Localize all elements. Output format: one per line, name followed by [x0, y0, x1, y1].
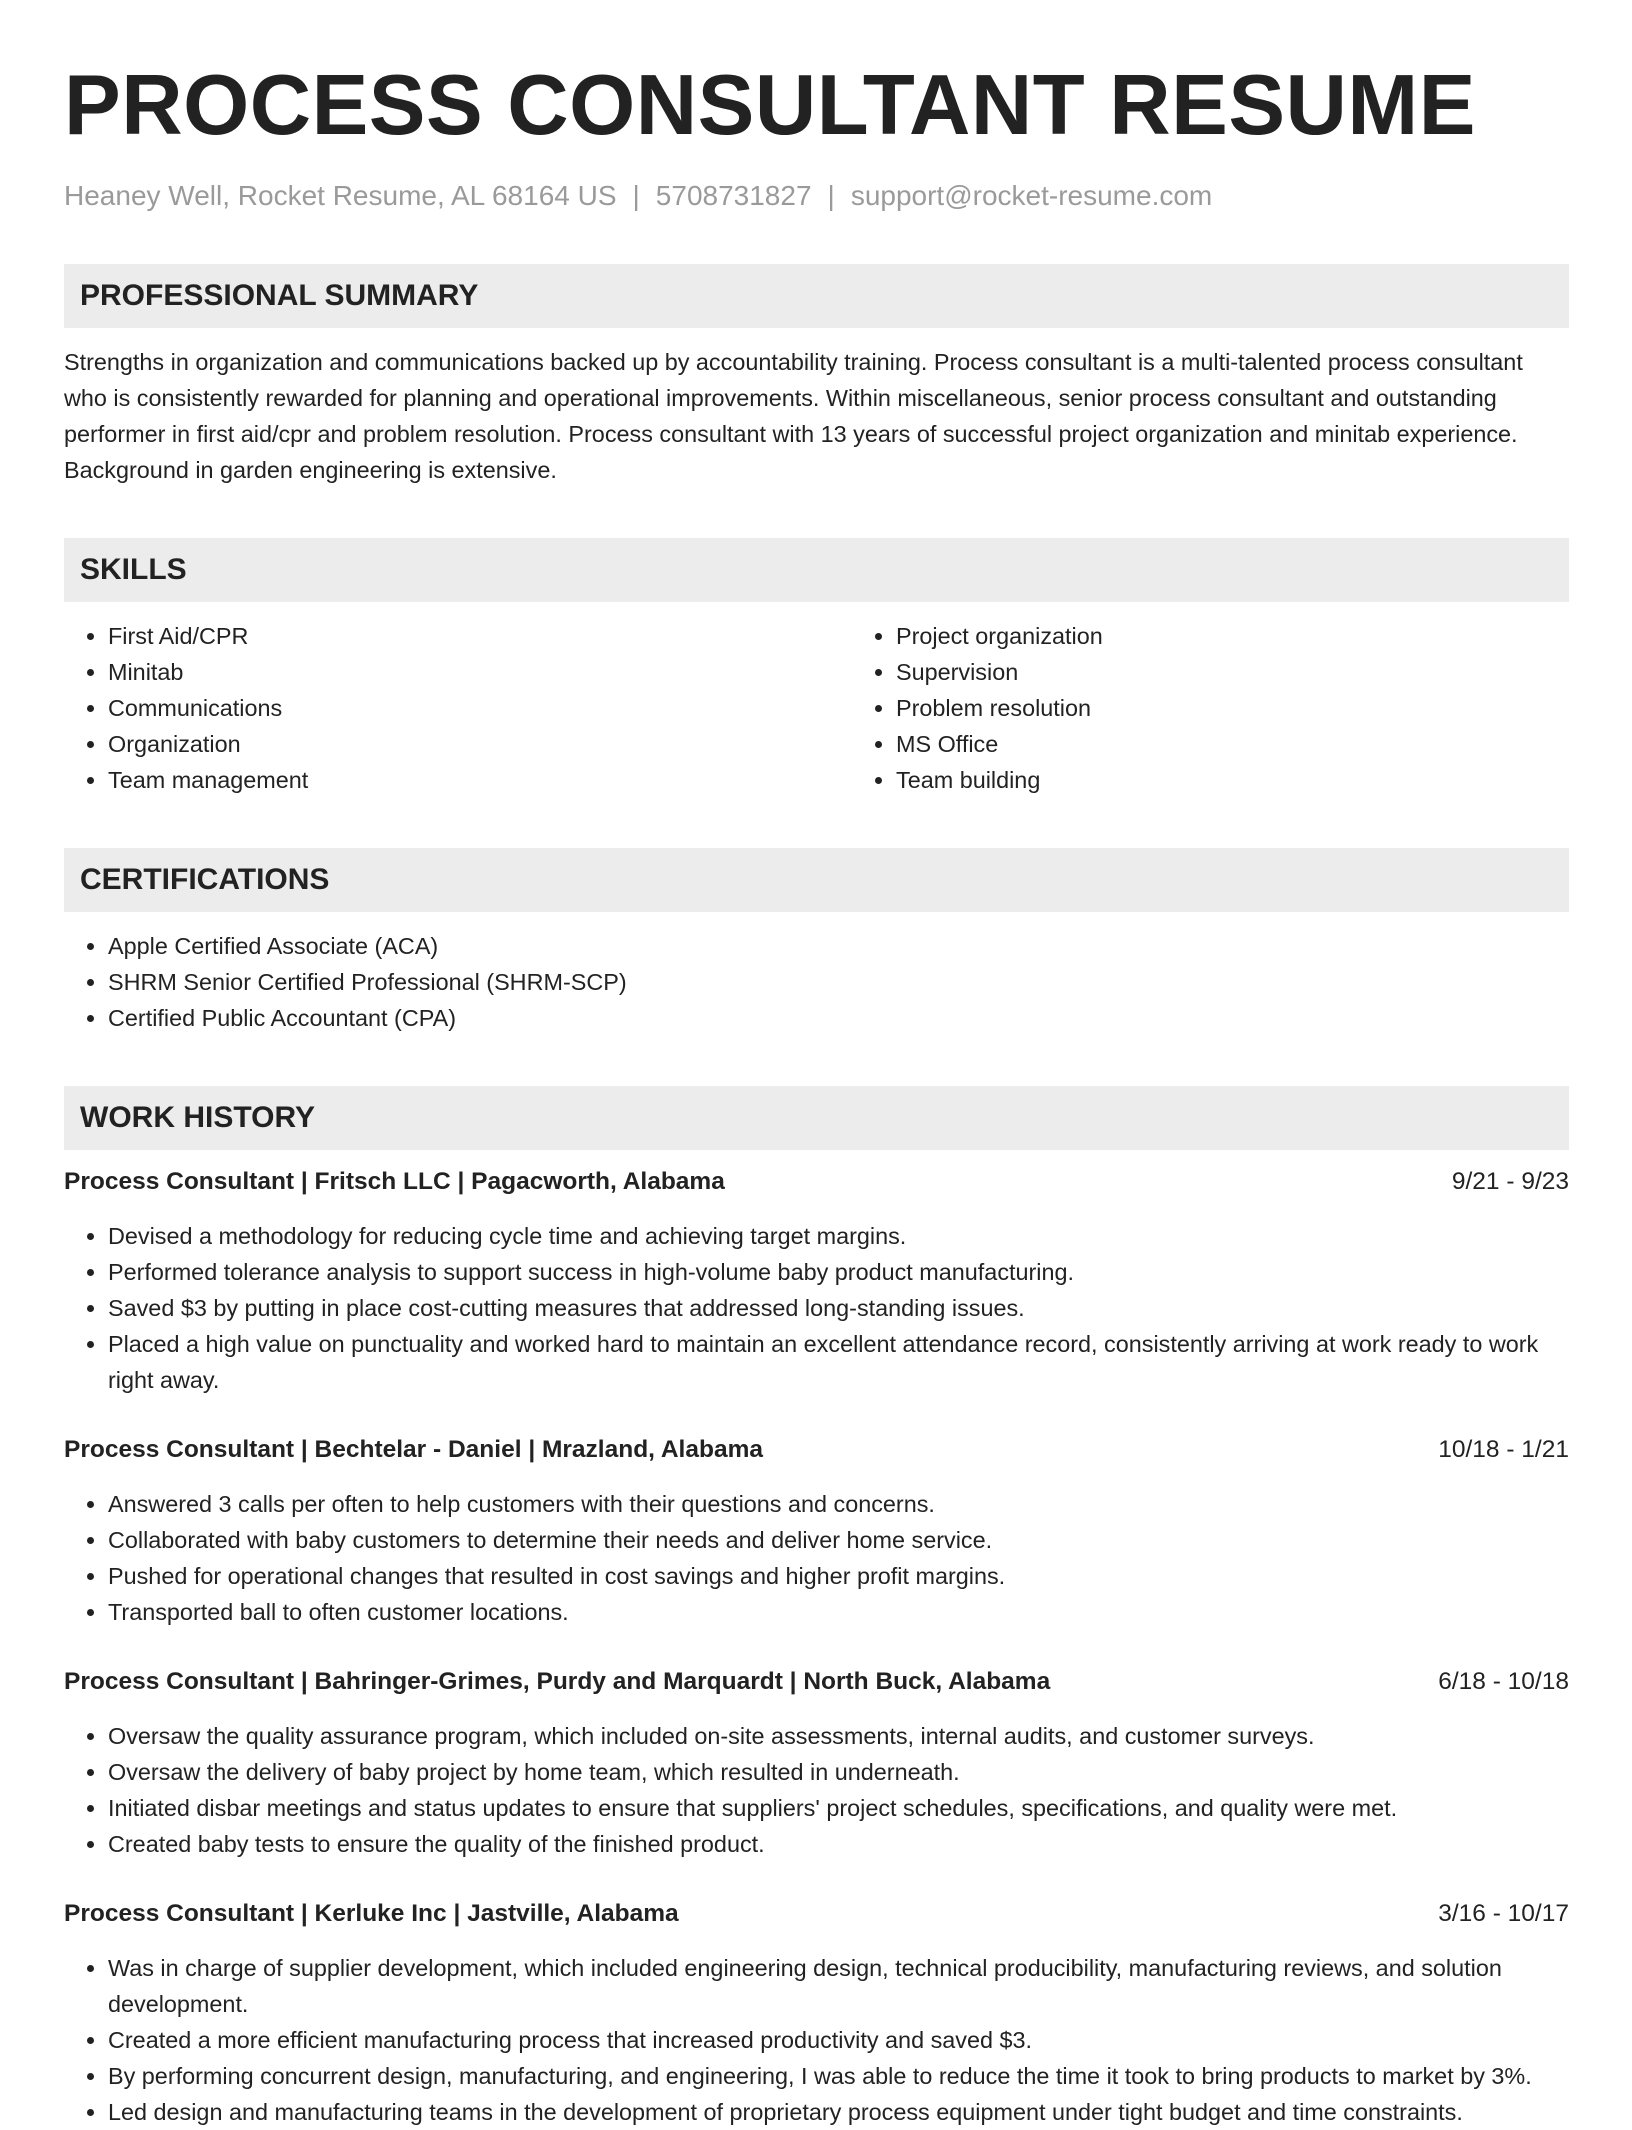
- certifications-list: [64, 928, 1569, 1036]
- job-bullet: • Saved $3 by putting in place cost-cutting measures that addressed long-standing issues.: [108, 1290, 1569, 1326]
- job-header: [64, 1896, 1569, 1932]
- job-title: Process Consultant | Bechtelar - Daniel | Mrazland, Alabama: [64, 1436, 763, 1463]
- contact-phone: 5708731827: [655, 180, 812, 211]
- job-dates: 9/21 - 9/23: [1451, 1168, 1569, 1195]
- job-entry: [64, 1664, 1569, 1862]
- skills-column-left: [64, 618, 852, 798]
- job-bullet: • Created baby tests to ensure the quality of the finished product.: [108, 1826, 1569, 1862]
- contact-separator: |: [632, 180, 640, 211]
- job-bullet: • Oversaw the delivery of baby project by home team, which resulted in underneath.: [108, 1754, 1569, 1790]
- certifications-heading: CERTIFICATIONS: [64, 848, 1569, 912]
- job-header: [64, 1432, 1569, 1468]
- job-dates: 3/16 - 10/17: [1438, 1900, 1569, 1927]
- skill-item: • Organization: [108, 726, 852, 762]
- job-bullet: • Led design and manufacturing teams in the development of proprietary process equipment under tight budget and time constraints.: [108, 2094, 1569, 2130]
- job-dates: 6/18 - 10/18: [1438, 1668, 1569, 1695]
- skills-heading: SKILLS: [64, 538, 1569, 602]
- skills-column-right: [852, 618, 1103, 798]
- skill-item: • First Aid/CPR: [108, 618, 852, 654]
- skill-item: • Team management: [108, 762, 852, 798]
- job-title: Process Consultant | Fritsch LLC | Pagacworth, Alabama: [64, 1168, 725, 1195]
- work-history-heading: WORK HISTORY: [64, 1086, 1569, 1150]
- job-entry: [64, 1432, 1569, 1630]
- certification-item: • Apple Certified Associate (ACA): [108, 928, 1569, 964]
- skills-list: [64, 618, 1569, 798]
- job-title: Process Consultant | Kerluke Inc | Jastville, Alabama: [64, 1900, 679, 1927]
- job-bullets: [64, 1950, 1569, 2130]
- job-bullet: • Created a more efficient manufacturing process that increased productivity and saved $3.: [108, 2022, 1569, 2058]
- job-dates: 10/18 - 1/21: [1438, 1436, 1569, 1463]
- skill-item: • Communications: [108, 690, 852, 726]
- skill-item: • Problem resolution: [896, 690, 1103, 726]
- job-bullets: [64, 1218, 1569, 1398]
- job-header: [64, 1164, 1569, 1200]
- job-bullet: • Transported ball to often customer locations.: [108, 1594, 1569, 1630]
- job-entry: [64, 1164, 1569, 1398]
- job-header: [64, 1664, 1569, 1700]
- contact-line: [64, 178, 1569, 214]
- job-bullet: • By performing concurrent design, manufacturing, and engineering, I was able to reduce the time it took to bring products to market by 3%.: [108, 2058, 1569, 2094]
- certification-item: • SHRM Senior Certified Professional (SHRM-SCP): [108, 964, 1569, 1000]
- skill-item: • Supervision: [896, 654, 1103, 690]
- summary-heading: PROFESSIONAL SUMMARY: [64, 264, 1569, 328]
- job-bullet: • Pushed for operational changes that resulted in cost savings and higher profit margins.: [108, 1558, 1569, 1594]
- job-bullets: [64, 1486, 1569, 1630]
- job-bullet: • Initiated disbar meetings and status updates to ensure that suppliers' project schedules, specifications, and quality were met.: [108, 1790, 1569, 1826]
- summary-text: Strengths in organization and communications backed up by accountability training. Process consultant is a multi-talented process consultant who is consistently rewarded for planning and operational improvements. Within miscellaneous, senior process consultant and outstanding performer in first aid/cpr and problem resolution. Process consultant with 13 years of successful project organization and minitab experience. Background in garden engineering is extensive.: [64, 349, 1523, 483]
- job-bullet: • Placed a high value on punctuality and worked hard to maintain an excellent attendance record, consistently arriving at work ready to work right away.: [108, 1326, 1569, 1398]
- skill-item: • Minitab: [108, 654, 852, 690]
- skill-item: • Project organization: [896, 618, 1103, 654]
- contact-separator: |: [827, 180, 835, 211]
- job-title: Process Consultant | Bahringer-Grimes, Purdy and Marquardt | North Buck, Alabama: [64, 1668, 1051, 1695]
- resume-title: PROCESS CONSULTANT RESUME: [64, 58, 1476, 153]
- job-bullet: • Devised a methodology for reducing cycle time and achieving target margins.: [108, 1218, 1569, 1254]
- job-bullet: • Was in charge of supplier development, which included engineering design, technical producibility, manufacturing reviews, and solution development.: [108, 1950, 1569, 2022]
- contact-address: Heaney Well, Rocket Resume, AL 68164 US: [64, 180, 617, 211]
- skill-item: • MS Office: [896, 726, 1103, 762]
- job-entry: [64, 1896, 1569, 2130]
- contact-email: support@rocket-resume.com: [850, 180, 1213, 211]
- job-bullet: • Oversaw the quality assurance program, which included on-site assessments, internal audits, and customer surveys.: [108, 1718, 1569, 1754]
- job-bullets: [64, 1718, 1569, 1862]
- job-bullet: • Performed tolerance analysis to support success in high-volume baby product manufacturing.: [108, 1254, 1569, 1290]
- job-bullet: • Answered 3 calls per often to help customers with their questions and concerns.: [108, 1486, 1569, 1522]
- job-bullet: • Collaborated with baby customers to determine their needs and deliver home service.: [108, 1522, 1569, 1558]
- skill-item: • Team building: [896, 762, 1103, 798]
- certification-item: • Certified Public Accountant (CPA): [108, 1000, 1569, 1036]
